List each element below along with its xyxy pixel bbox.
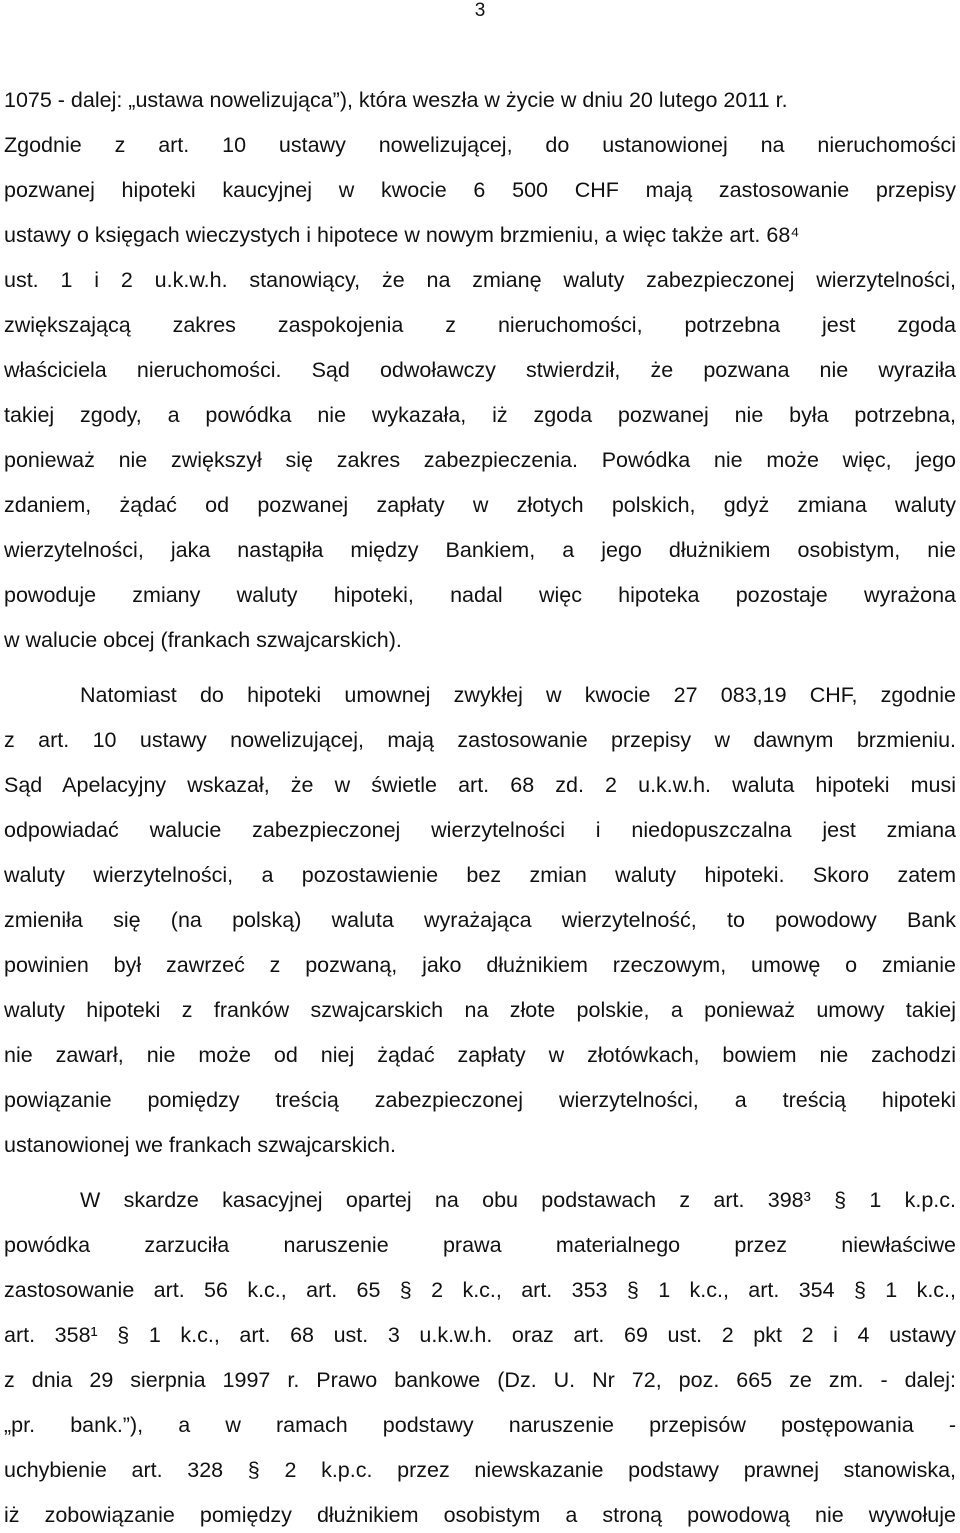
text-line: iż zobowiązanie pomiędzy dłużnikiem osobistym a stroną powodową nie wywołuje <box>4 1503 956 1527</box>
text-line: powinien był zawrzeć z pozwaną, jako dłużnikiem rzeczowym, umowę o zmianie <box>4 953 956 977</box>
text-line: właściciela nieruchomości. Sąd odwoławczy stwierdził, że pozwana nie wyraziła <box>4 358 956 382</box>
text-line: ponieważ nie zwiększył się zakres zabezpieczenia. Powódka nie może więc, jego <box>4 448 956 472</box>
text-line: art. 358¹ § 1 k.c., art. 68 ust. 3 u.k.w.h. oraz art. 69 ust. 2 pkt 2 i 4 ustawy <box>4 1323 956 1347</box>
text-line: w walucie obcej (frankach szwajcarskich). <box>4 628 402 652</box>
text-line: uchybienie art. 328 § 2 k.p.c. przez niewskazanie podstawy prawnej stanowiska, <box>4 1458 956 1482</box>
text-line: ustawy o księgach wieczystych i hipotece w nowym brzmieniu, a więc także art. 68⁴ <box>4 223 800 247</box>
text-line: powódka zarzuciła naruszenie prawa materialnego przez niewłaściwe <box>4 1233 956 1257</box>
text-line: z art. 10 ustawy nowelizującej, mają zastosowanie przepisy w dawnym brzmieniu. <box>4 728 956 752</box>
text-line: odpowiadać walucie zabezpieczonej wierzytelności i niedopuszczalna jest zmiana <box>4 818 956 842</box>
text-line: 1075 - dalej: „ustawa nowelizująca”), która weszła w życie w dniu 20 lutego 2011 r. <box>4 88 788 112</box>
text-line: zmieniła się (na polską) waluta wyrażająca wierzytelność, to powodowy Bank <box>4 908 956 932</box>
text-line: z dnia 29 sierpnia 1997 r. Prawo bankowe (Dz. U. Nr 72, poz. 665 ze zm. - dalej: <box>4 1368 956 1392</box>
text-line: Sąd Apelacyjny wskazał, że w świetle art. 68 zd. 2 u.k.w.h. waluta hipoteki musi <box>4 773 956 797</box>
text-line: takiej zgody, a powódka nie wykazała, iż zgoda pozwanej nie była potrzebna, <box>4 403 956 427</box>
text-line: ust. 1 i 2 u.k.w.h. stanowiący, że na zmianę waluty zabezpieczonej wierzytelności, <box>4 268 956 292</box>
text-line: Zgodnie z art. 10 ustawy nowelizującej, do ustanowionej na nieruchomości <box>4 133 956 157</box>
text-line: Natomiast do hipoteki umownej zwykłej w kwocie 27 083,19 CHF, zgodnie <box>80 683 956 707</box>
page-number: 3 <box>474 0 486 21</box>
text-line: nie zawarł, nie może od niej żądać zapłaty w złotówkach, bowiem nie zachodzi <box>4 1043 956 1067</box>
text-line: wierzytelności, jaka nastąpiła między Bankiem, a jego dłużnikiem osobistym, nie <box>4 538 956 562</box>
text-line: ustanowionej we frankach szwajcarskich. <box>4 1133 396 1157</box>
text-line: pozwanej hipoteki kaucyjnej w kwocie 6 500 CHF mają zastosowanie przepisy <box>4 178 956 202</box>
text-line: „pr. bank.”), a w ramach podstawy naruszenie przepisów postępowania - <box>4 1413 956 1437</box>
text-line: W skardze kasacyjnej opartej na obu podstawach z art. 398³ § 1 k.p.c. <box>80 1188 956 1212</box>
text-line: powiązanie pomiędzy treścią zabezpieczonej wierzytelności, a treścią hipoteki <box>4 1088 956 1112</box>
text-line: waluty wierzytelności, a pozostawienie bez zmian waluty hipoteki. Skoro zatem <box>4 863 956 887</box>
text-line: zdaniem, żądać od pozwanej zapłaty w złotych polskich, gdyż zmiana waluty <box>4 493 956 517</box>
text-line: waluty hipoteki z franków szwajcarskich na złote polskie, a ponieważ umowy takiej <box>4 998 956 1022</box>
text-line: powoduje zmiany waluty hipoteki, nadal więc hipoteka pozostaje wyrażona <box>4 583 956 607</box>
text-line: zastosowanie art. 56 k.c., art. 65 § 2 k.c., art. 353 § 1 k.c., art. 354 § 1 k.c., <box>4 1278 956 1302</box>
text-line: zwiększającą zakres zaspokojenia z nieruchomości, potrzebna jest zgoda <box>4 313 956 337</box>
